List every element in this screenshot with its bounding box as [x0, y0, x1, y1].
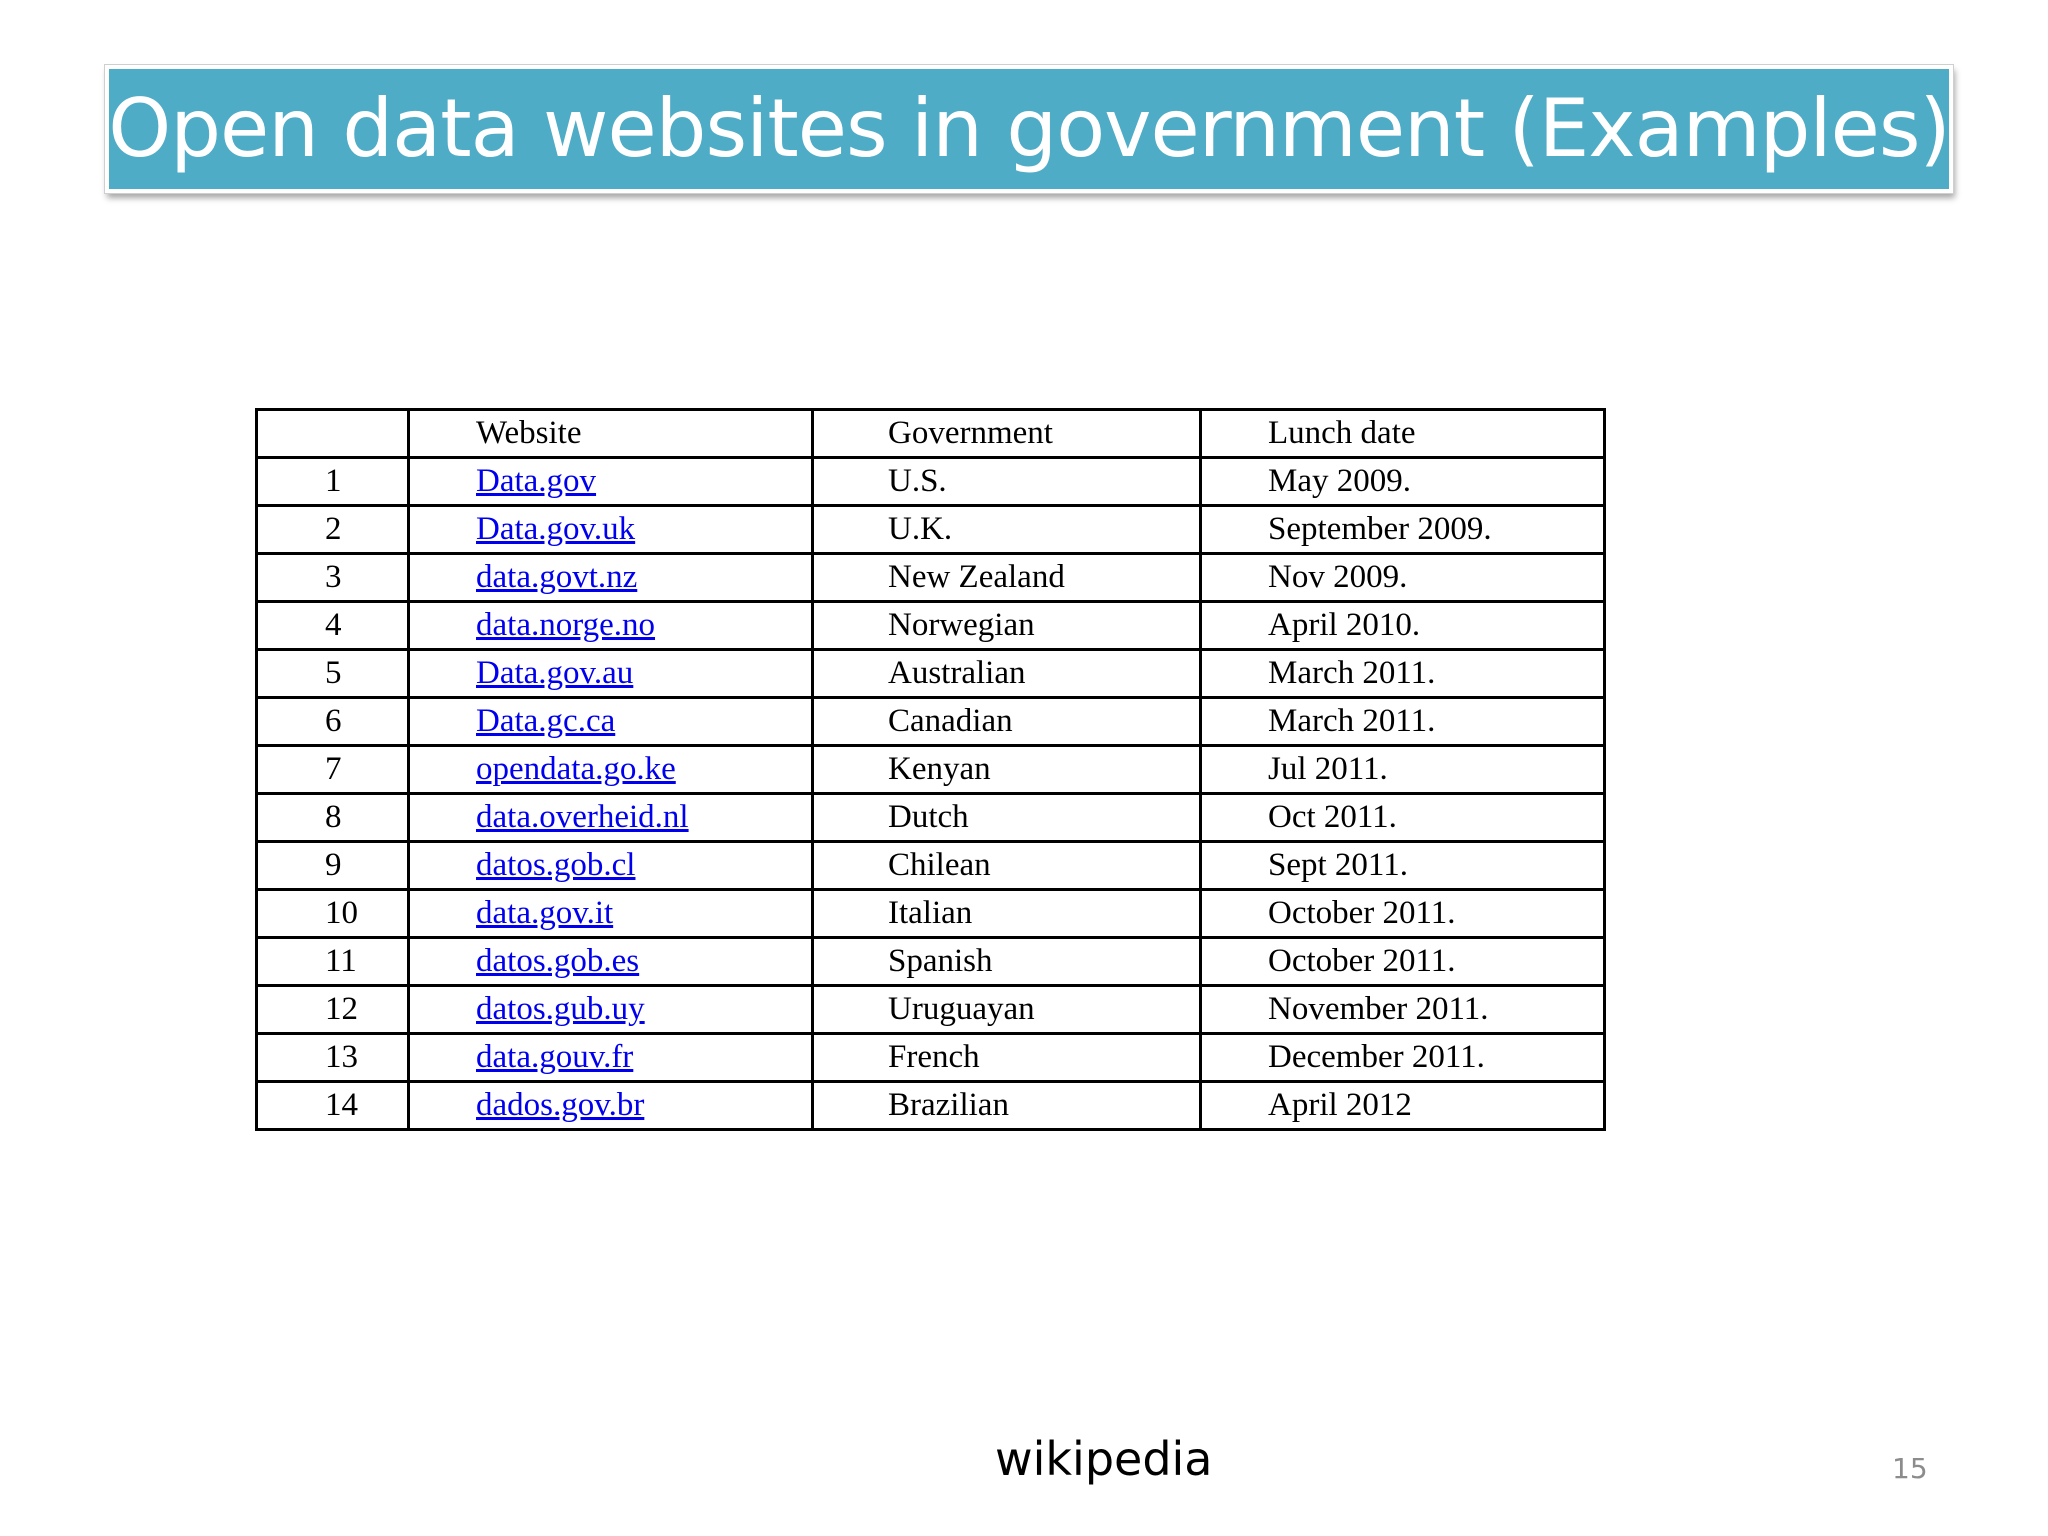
website-link[interactable]: data.gouv.fr	[476, 1039, 634, 1075]
government-cell: Canadian	[813, 698, 1201, 746]
website-cell	[409, 698, 813, 746]
website-link[interactable]: datos.gob.es	[476, 943, 640, 979]
source-label: wikipedia	[995, 1432, 1213, 1486]
website-link[interactable]: data.overheid.nl	[476, 799, 689, 835]
government-cell: Norwegian	[813, 602, 1201, 650]
website-link[interactable]: data.gov.it	[476, 895, 614, 931]
table-row	[257, 650, 1605, 698]
website-link[interactable]: dados.gov.br	[476, 1087, 645, 1123]
table-row	[257, 1034, 1605, 1082]
website-link[interactable]: opendata.go.ke	[476, 751, 676, 787]
website-link[interactable]: data.norge.no	[476, 607, 656, 643]
launch-date-cell: March 2011.	[1201, 650, 1605, 698]
website-link[interactable]: Data.gov.uk	[476, 511, 636, 547]
header-government: Government	[813, 410, 1201, 458]
government-cell: Uruguayan	[813, 986, 1201, 1034]
table-row	[257, 794, 1605, 842]
header-launch-date: Lunch date	[1201, 410, 1605, 458]
row-index-cell: 13	[257, 1034, 409, 1082]
table-row	[257, 890, 1605, 938]
row-index-cell: 9	[257, 842, 409, 890]
website-link[interactable]: Data.gov	[476, 463, 597, 499]
table-header-row	[257, 410, 1605, 458]
website-link[interactable]: datos.gob.cl	[476, 847, 636, 883]
website-cell	[409, 842, 813, 890]
launch-date-cell: March 2011.	[1201, 698, 1605, 746]
title-bar	[105, 65, 1953, 193]
website-link[interactable]: data.govt.nz	[476, 559, 638, 595]
government-cell: U.K.	[813, 506, 1201, 554]
launch-date-cell: November 2011.	[1201, 986, 1605, 1034]
launch-date-cell: Jul 2011.	[1201, 746, 1605, 794]
website-cell	[409, 938, 813, 986]
government-cell: U.S.	[813, 458, 1201, 506]
row-index-cell: 12	[257, 986, 409, 1034]
launch-date-cell: Oct 2011.	[1201, 794, 1605, 842]
row-index-cell: 10	[257, 890, 409, 938]
row-index-cell: 4	[257, 602, 409, 650]
website-cell	[409, 506, 813, 554]
row-index-cell: 5	[257, 650, 409, 698]
header-website: Website	[409, 410, 813, 458]
table-row	[257, 986, 1605, 1034]
website-cell	[409, 650, 813, 698]
website-cell	[409, 746, 813, 794]
table-body	[257, 458, 1605, 1130]
website-cell	[409, 554, 813, 602]
government-cell: French	[813, 1034, 1201, 1082]
row-index-cell: 6	[257, 698, 409, 746]
row-index-cell: 2	[257, 506, 409, 554]
government-cell: Spanish	[813, 938, 1201, 986]
table-row	[257, 602, 1605, 650]
page-number: 15	[1892, 1452, 1928, 1485]
open-data-table	[255, 408, 1606, 1131]
table-row	[257, 938, 1605, 986]
website-link[interactable]: datos.gub.uy	[476, 991, 645, 1027]
website-cell	[409, 794, 813, 842]
launch-date-cell: Nov 2009.	[1201, 554, 1605, 602]
website-cell	[409, 1082, 813, 1130]
table-row	[257, 698, 1605, 746]
row-index-cell: 3	[257, 554, 409, 602]
row-index-cell: 1	[257, 458, 409, 506]
launch-date-cell: December 2011.	[1201, 1034, 1605, 1082]
launch-date-cell: October 2011.	[1201, 890, 1605, 938]
website-cell	[409, 890, 813, 938]
government-cell: Australian	[813, 650, 1201, 698]
header-index	[257, 410, 409, 458]
table-row	[257, 506, 1605, 554]
website-link[interactable]: Data.gc.ca	[476, 703, 616, 739]
row-index-cell: 11	[257, 938, 409, 986]
launch-date-cell: May 2009.	[1201, 458, 1605, 506]
table-row	[257, 458, 1605, 506]
website-cell	[409, 986, 813, 1034]
government-cell: Brazilian	[813, 1082, 1201, 1130]
government-cell: Chilean	[813, 842, 1201, 890]
table-row	[257, 746, 1605, 794]
slide-title: Open data websites in government (Examples)	[108, 82, 1950, 175]
launch-date-cell: Sept 2011.	[1201, 842, 1605, 890]
row-index-cell: 14	[257, 1082, 409, 1130]
website-cell	[409, 458, 813, 506]
launch-date-cell: April 2010.	[1201, 602, 1605, 650]
government-cell: Dutch	[813, 794, 1201, 842]
table-row	[257, 554, 1605, 602]
launch-date-cell: October 2011.	[1201, 938, 1605, 986]
government-cell: Italian	[813, 890, 1201, 938]
website-cell	[409, 1034, 813, 1082]
table-row	[257, 1082, 1605, 1130]
government-cell: Kenyan	[813, 746, 1201, 794]
website-cell	[409, 602, 813, 650]
launch-date-cell: April 2012	[1201, 1082, 1605, 1130]
table-row	[257, 842, 1605, 890]
launch-date-cell: September 2009.	[1201, 506, 1605, 554]
government-cell: New Zealand	[813, 554, 1201, 602]
row-index-cell: 7	[257, 746, 409, 794]
row-index-cell: 8	[257, 794, 409, 842]
website-link[interactable]: Data.gov.au	[476, 655, 634, 691]
